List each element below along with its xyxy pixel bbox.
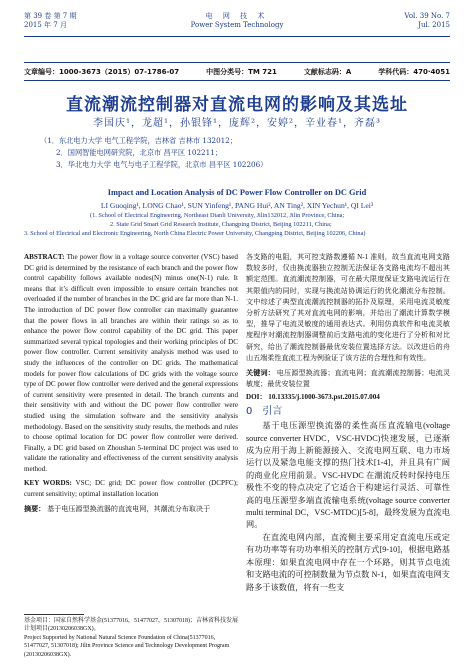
- abstract-cn-start-text: 基于电压源型换流器的直流电网，其潮流分布取决于: [47, 504, 211, 513]
- affiliation-en-3: 3. School of Electrical and Electronic Engineering, North China Electric Power University, Changping District, Beijing 102206, China): [24, 230, 366, 237]
- header-center: [24, 12, 450, 30]
- affiliation-cn-2: 2．国网智能电网研究院，北京市 昌平区 102211；: [56, 148, 222, 157]
- journal-name-en: Power System Technology: [190, 21, 284, 29]
- right-column: [246, 252, 450, 594]
- keywords-cn-text: 电压源型换流器；直流电网；直流潮流控制器；电流灵敏度；最优安装位置: [246, 369, 450, 389]
- keywords-en-label: KEY WORDS:: [24, 479, 72, 488]
- intro-paragraph-1: 基于电压源型换流器的柔性高压直流输电(voltage source converter HVDC，VSC-HVDC)快速发展，已逐渐成为应用于海上新能源接入、交流电网互联、电力市场运行以及紧急电能支撑的热门技术[1-4]，并且具有广阔的商业化应用前景。VSC-HVDC 在潮流反转时保持电压极性不变的特点决定了它适合于构建运行灵活、可靠性高的电压源型多端直流输电系统(voltage source converter multi terminal DC，VSC-MTDC)[5-8]，最终发展为直流电网。: [246, 421, 450, 530]
- document-code: 文献标志码：A: [303, 68, 352, 76]
- paper-title-cn: 直流潮流控制器对直流电网的影响及其选址: [66, 95, 408, 115]
- affiliation-cn-1: （1．东北电力大学 电气工程学院，吉林省 吉林市 132012；: [40, 136, 237, 145]
- footnote-divider: [24, 614, 84, 615]
- article-number: 文章编号：1000-3673（2015）07-1786-07: [24, 68, 180, 76]
- intro-paragraph-2: 在直流电网内部，直流侧主要采用定直流电压或定有功功率等有功功率相关的控制方式[9-10]，根据电路基本原理：如果直流电网中存在一个环路，则其节点电流和支路电流的可控制数量为节点数 N-1，如果直流电网支路多于该数值，将有一些支: [246, 532, 450, 592]
- fund-cn: 基金项目：国家自然科学基金(51377016，51477027，51307018)；吉林省科技发展计划项目(20130206038GX)。: [24, 618, 238, 633]
- affiliation-cn-3: 3．华北电力大学 电气与电子工程学院，北京市 昌平区 102206）: [56, 160, 268, 169]
- keywords-en-text: VSC; DC grid; DC power flow controller (DCPFC); current sensitivity; optimal installation location: [24, 479, 238, 499]
- section-heading: 0 引言: [246, 405, 283, 417]
- journal-name-cn: 电 网 技 术: [205, 12, 269, 20]
- doi-label: DOI：: [246, 393, 267, 402]
- abstract-cn-label: 摘要：: [24, 504, 46, 513]
- left-column: [24, 252, 238, 514]
- keywords-cn: [246, 368, 450, 390]
- authors-cn: 李国庆¹，龙超¹，孙银锋¹，庞辉²，安婷²，辛业春¹，齐磊³: [92, 118, 382, 129]
- volume-en: Vol. 39 No. 7: [404, 12, 450, 20]
- subject-code: 学科代码：470·4051: [378, 68, 450, 76]
- authors-en: LI Guoqing¹, LONG Chao¹, SUN Yinfeng¹, PANG Hui², AN Ting², XIN Yechun¹, QI Lei³: [100, 201, 374, 210]
- header-right: [404, 12, 450, 30]
- meta-bottom-divider: [24, 80, 450, 81]
- footnote: [24, 617, 238, 659]
- abstract-cn-continued: 各支路的电阻，其可控支路数遵循 N-1 准则，故当直流电网支路数较多时，仅由换流器独立控制无法保证各支路电流均不超出其额定范围。直流潮流控制器，可在最大限度保证支路电流运行在其限值内的同时，实现与换流站协调运行的优化潮流分布控制。文中综述了典型直流潮流控制器的拓扑及原理，采用电流灵敏度分析方法研究了其对直流电网的影响，并给出了潮流计算数学模型，推导了电流灵敏度的通用表达式。利用仿真软件和电流灵敏度程序对潮流控制器调整前后支路电流的变化进行了分析和对比研究，给出了潮流控制器最优安装位置选择方法。以改进后的舟山五端柔性直流工程为例验证了该方法的合理性和有效性。: [246, 253, 450, 362]
- fund-en: Project Supported by National Natural Science Foundation of China(51377016, 51477027, 51307018); Jilin Province Science and Technology Development Program (20130206038GX).: [24, 634, 230, 658]
- abstract-cn-start: [24, 504, 238, 515]
- affiliation-en-2: 2. State Grid Smart Grid Research Institute, Changping District, Beijing 102211, China;: [110, 221, 332, 228]
- keywords-en: [24, 478, 238, 499]
- keywords-cn-label: 关键词：: [246, 369, 275, 378]
- meta-top-divider: [24, 62, 450, 63]
- abstract-en-text: The power flow in a voltage source converter (VSC) based DC grid is determined by the resistance of each branch and the power flow control capability follows available nodes(N) minus one(N-1) rule. It means that it’s difficult even impossible to ensure certain branches not overloaded if the number of branches in the DC grid are far more than N-1. The introduction of DC power flow controller can maximally guarantee that the power flows in all branches are within their ratings so as to enhance the power flow control capability of the DC grid. This paper summarized several typical topologies and their working principles of DC power flow controller. Current sensitivity analysis method was used to study the influences of the controller on DC grids. The mathematical models for power flow calculations of DC grids with the voltage source type of DC power flow controller were derived and the general expressions of current sensitivity were presented in detail. The branch currents and their sensitivity with and without the DC power flow controller were studied using the simulation software and the sensitivity analysis methodology. Based on the sensitivity study results, the methods and rules to choose optimal location for DC power flow controller were derived. Finally, a DC grid based on Zhoushan 5-terminal DC project was used to validate the rationality and effectiveness of the current sensitivity analysis method.: [24, 253, 238, 473]
- abstract-en: [24, 252, 238, 474]
- header-divider: [24, 36, 450, 37]
- doi: [246, 392, 450, 403]
- issue-date-cn: 2015 年 7 月: [24, 21, 67, 29]
- affiliation-en-1: (1. School of Electrical Engineering, Northeast Dianli University, Jilin132012, Jilin Province, China;: [90, 212, 345, 219]
- issue-date-en: Jul. 2015: [418, 21, 450, 29]
- paper-title-en: Impact and Location Analysis of DC Power Flow Controller on DC Grid: [107, 188, 367, 197]
- article-meta: [24, 67, 450, 77]
- doi-value: 10.13335/j.1000-3673.pst.2015.07.004: [268, 393, 380, 402]
- journal-header: [24, 8, 450, 34]
- abstract-en-label: ABSTRACT:: [24, 253, 65, 261]
- clc-number: 中图分类号：TM 721: [206, 68, 277, 76]
- issue-cn: 第 39 卷 第 7 期: [24, 12, 77, 20]
